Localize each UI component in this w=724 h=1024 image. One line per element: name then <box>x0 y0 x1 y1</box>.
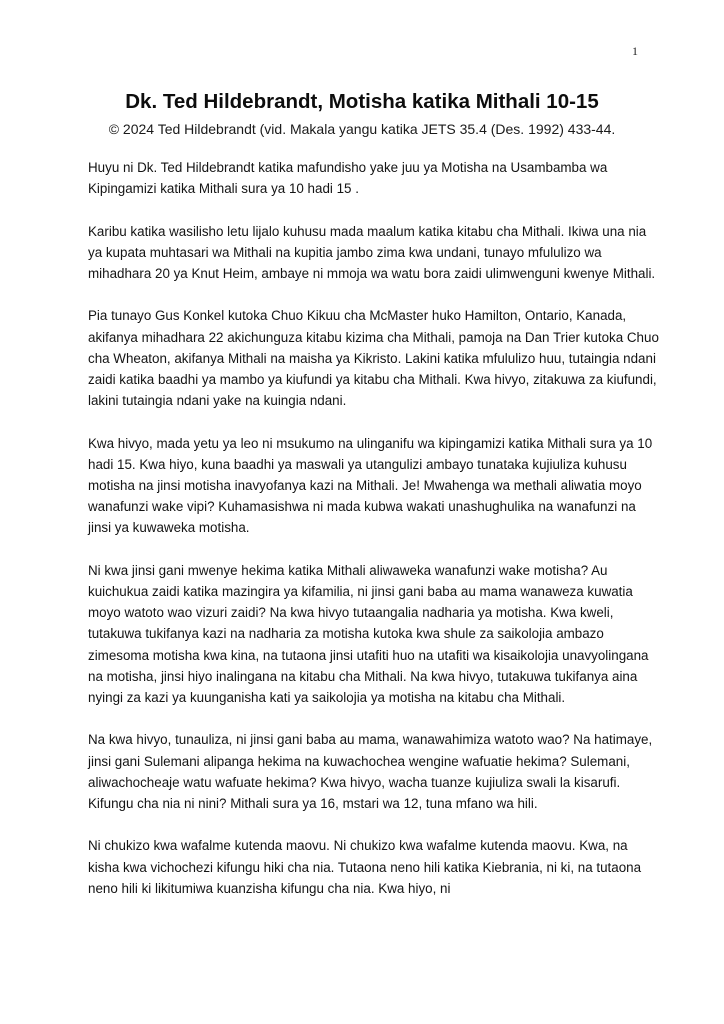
paragraph: Huyu ni Dk. Ted Hildebrandt katika mafundisho yake juu ya Motisha na Usambamba wa Kipingamizi katika Mithali sura ya 10 hadi 15 . <box>88 160 608 197</box>
paragraph: Ni chukizo kwa wafalme kutenda maovu. Ni chukizo kwa wafalme kutenda maovu. Kwa, na kisha kwa vichochezi kifungu hiki cha nia. Tutaona neno hili katika Kiebrania, ni ki, na tutaona neno hili ki likitumiwa kuanzisha kifungu cha nia. Kwa hiyo, ni <box>88 838 642 896</box>
paragraph: Pia tunayo Gus Konkel kutoka Chuo Kikuu cha McMaster huko Hamilton, Ontario, Kanada, akifanya mihadhara 22 akichunguza kitabu kizima cha Mithali, pamoja na Dan Trier kutoka Chuo cha Wheaton, akifanya Mithali na maisha ya Kikristo. Lakini katika mfululizo huu, tutaingia ndani zaidi katika baadhi ya mambo ya kiufundi ya kitabu cha Mithali. Kwa hivyo, zitakuwa za kiufundi, lakini tutaingia ndani yake na kuingia ndani. <box>88 308 659 409</box>
paragraph: Kwa hivyo, mada yetu ya leo ni msukumo na ulinganifu wa kipingamizi katika Mithali sura ya 10 hadi 15. Kwa hiyo, kuna baadhi ya maswali ya utangulizi ambayo tunataka kujiuliza kuhusu motisha na jinsi motisha inavyofanya kazi na Mithali. Je! Mwahenga wa methali aliwatia moyo wanafunzi wake vipi? Kuhamasishwa ni mada kubwa wakati unashughulika na wanafunzi na jinsi ya kuwaweka motisha. <box>88 435 653 536</box>
document-title: Dk. Ted Hildebrandt, Motisha katika Mithali 10-15 <box>125 90 599 113</box>
paragraph: Na kwa hivyo, tunauliza, ni jinsi gani baba au mama, wanawahimiza watoto wao? Na hatimaye, jinsi gani Sulemani alipanga hekima na kuwachochea wengine wafuatie hekima? Sulemani, aliwachocheaje watu wafuate hekima? Kwa hivyo, wacha tuanze kujiuliza swali la kisarufi. Kifungu cha nia ni nini? Mithali sura ya 16, mstari wa 12, tuna mfano wa hili. <box>88 732 653 812</box>
paragraph: Karibu katika wasilisho letu lijalo kuhusu mada maalum katika kitabu cha Mithali. Ikiwa una nia ya kupata muhtasari wa Mithali na kupitia jambo zima kwa undani, tunayo mfululizo wa mihadhara 20 ya Knut Heim, ambaye ni mmoja wa watu bora zaidi ulimwenguni kwenye Mithali. <box>88 223 656 281</box>
paragraph: Ni kwa jinsi gani mwenye hekima katika Mithali aliwaweka wanafunzi wake motisha? Au kuichukua zaidi katika mazingira ya kifamilia, ni jinsi gani baba au mama wanaweza kuwatia moyo watoto wao vizuri zaidi? Na kwa hivyo tutaangalia nadharia ya motisha. Kwa kweli, tutakuwa tukifanya kazi na nadharia za motisha kutoka kwa shule za saikolojia ambazo zimesoma motisha kwa kina, na tutaona jinsi utafiti huo na utafiti wa kisaikolojia unavyolingana na motisha, jinsi hiyo inalingana na kitabu cha Mithali. Na kwa hivyo, tutakuwa tukifanya aina nyingi za kazi ya kuunganisha kati ya saikolojia ya motisha na kitabu cha Mithali. <box>88 562 649 706</box>
document-body <box>88 157 660 920</box>
document-subtitle: © 2024 Ted Hildebrandt (vid. Makala yangu katika JETS 35.4 (Des. 1992) 433-44. <box>108 121 616 137</box>
page-number: 1 <box>632 44 638 58</box>
